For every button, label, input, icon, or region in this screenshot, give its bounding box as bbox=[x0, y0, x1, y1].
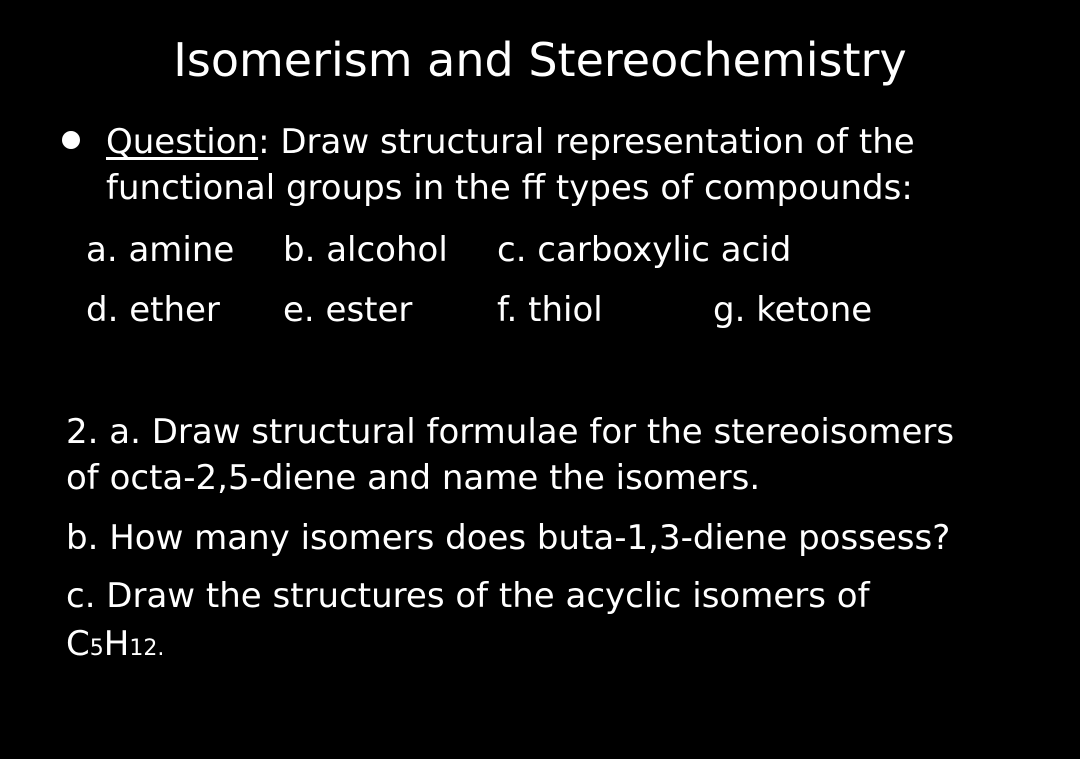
option-ketone: g. ketone bbox=[713, 290, 873, 330]
q2c-line-1: c. Draw the structures of the acyclic isomers of bbox=[66, 576, 870, 616]
option-amine: a. amine bbox=[86, 230, 235, 270]
q2b-line: b. How many isomers does buta-1,3-diene possess? bbox=[66, 518, 951, 558]
question-line-2: functional groups in the ff types of compounds: bbox=[106, 168, 913, 208]
question-label: Question bbox=[106, 122, 259, 162]
option-ether: d. ether bbox=[86, 290, 220, 330]
q2a-line-2: of octa-2,5-diene and name the isomers. bbox=[66, 458, 761, 498]
question-line-1 bbox=[106, 120, 915, 164]
option-carboxylic-acid: c. carboxylic acid bbox=[497, 230, 792, 270]
formula-hydrogen: H bbox=[103, 624, 130, 664]
question-text-1: : Draw structural representation of the bbox=[258, 122, 915, 162]
q2c-formula bbox=[66, 622, 164, 671]
option-ester: e. ester bbox=[283, 290, 413, 330]
formula-hydrogen-count: 12 bbox=[129, 636, 158, 661]
option-alcohol: b. alcohol bbox=[283, 230, 448, 270]
slide-title: Isomerism and Stereochemistry bbox=[173, 33, 907, 87]
formula-carbon: C bbox=[66, 624, 90, 664]
option-thiol: f. thiol bbox=[497, 290, 603, 330]
q2a-line-1: 2. a. Draw structural formulae for the stereoisomers bbox=[66, 412, 955, 452]
bullet-icon bbox=[62, 131, 80, 149]
formula-end: . bbox=[157, 636, 165, 661]
formula-carbon-count: 5 bbox=[89, 636, 104, 661]
